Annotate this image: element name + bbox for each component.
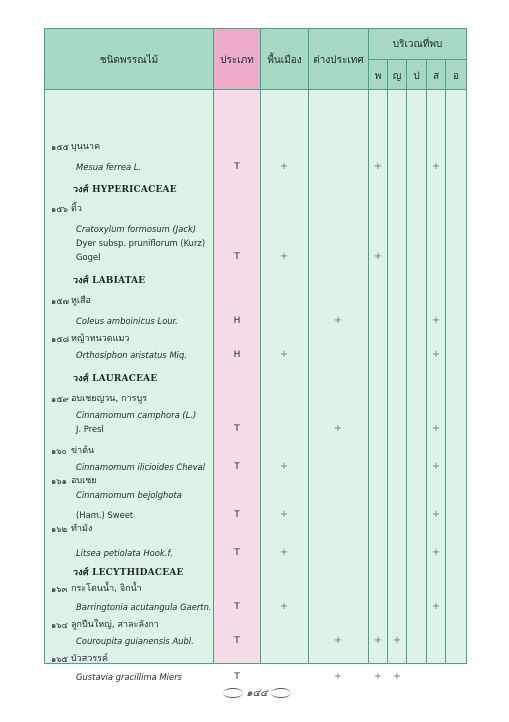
header-area-y: ญ bbox=[392, 71, 402, 82]
thai-name: ลูกปืนใหญ่, สาละลังกา bbox=[71, 620, 159, 630]
type-cell: T bbox=[234, 510, 240, 520]
page-footer bbox=[192, 686, 322, 706]
entry-number: ๑๖๑ bbox=[51, 476, 67, 486]
area-cell: + bbox=[373, 671, 383, 682]
foreign-cell: + bbox=[333, 423, 343, 434]
area-cell: + bbox=[373, 635, 383, 646]
area-cell: + bbox=[431, 601, 441, 612]
type-cell: H bbox=[233, 350, 241, 360]
native-cell: + bbox=[279, 349, 289, 360]
header-native: พื้นเมือง bbox=[267, 55, 302, 66]
foreign-cell: + bbox=[333, 315, 343, 326]
scientific-name: Mesua ferrea L. bbox=[76, 162, 142, 172]
type-cell: T bbox=[234, 162, 240, 172]
entry-number: ๑๖๐ bbox=[51, 446, 67, 456]
area-cell: + bbox=[431, 461, 441, 472]
area-cell: + bbox=[373, 161, 383, 172]
type-cell: H bbox=[233, 316, 241, 326]
scientific-name: Coleus amboinicus Lour. bbox=[76, 316, 178, 326]
area-cell: + bbox=[431, 509, 441, 520]
family-name: วงศ์ HYPERICACEAE bbox=[73, 185, 177, 195]
scientific-name: Litsea petiolata Hook.f. bbox=[76, 548, 173, 558]
entry-number: ๑๖๔ bbox=[51, 620, 68, 630]
header-area-p: พ bbox=[374, 71, 382, 82]
scientific-name: Cinnamomum bejolghota bbox=[76, 490, 182, 500]
entry-number: ๑๕๗ bbox=[51, 296, 69, 306]
entry-number: ๑๕๖ bbox=[51, 204, 68, 214]
thai-name: ทำมัง bbox=[71, 524, 93, 534]
thai-name: ติ้ว bbox=[71, 204, 82, 214]
scientific-name: Barringtonia acutangula Gaertn. bbox=[76, 602, 212, 612]
species-table bbox=[44, 28, 467, 682]
ornament-icon bbox=[223, 688, 243, 698]
thai-name: บัวสวรรค์ bbox=[71, 654, 109, 664]
thai-name: อบเชยญวน, การบูร bbox=[71, 394, 148, 404]
area-cell: + bbox=[431, 349, 441, 360]
type-cell: T bbox=[234, 602, 240, 612]
area-cell: + bbox=[392, 671, 402, 682]
scientific-name: Dyer subsp. pruniflorum (Kurz) bbox=[76, 238, 206, 248]
thai-name: ข่าต้น bbox=[71, 446, 95, 456]
entry-number: ๑๕๘ bbox=[51, 334, 70, 344]
grid-line bbox=[213, 29, 214, 663]
grid-line bbox=[308, 29, 309, 663]
thai-name: กระโดนน้ำ, จิกน้ำ bbox=[71, 584, 142, 594]
entry-number: ๑๖๒ bbox=[51, 524, 68, 534]
header-foreign: ต่างประเทศ bbox=[313, 55, 364, 66]
header-type: ประเภท bbox=[220, 55, 254, 66]
scientific-name: Orthosiphon aristatus Miq. bbox=[76, 350, 187, 360]
grid-line bbox=[369, 59, 467, 60]
type-cell: T bbox=[234, 548, 240, 558]
thai-name: บุนนาค bbox=[71, 142, 101, 152]
header-species: ชนิดพรรณไม้ bbox=[99, 55, 159, 66]
grid-line bbox=[426, 59, 427, 663]
header-area-s: ส bbox=[432, 71, 440, 82]
thai-name: หญ้าหนวดแมว bbox=[71, 334, 130, 344]
entry-number: ๑๖๕ bbox=[51, 654, 68, 664]
scientific-name: Couroupita guianensis Aubl. bbox=[76, 636, 194, 646]
area-cell: + bbox=[373, 251, 383, 262]
type-cell: T bbox=[234, 424, 240, 434]
native-cell: + bbox=[279, 509, 289, 520]
type-cell: T bbox=[234, 252, 240, 262]
grid-line bbox=[445, 59, 446, 663]
entry-number: ๑๖๓ bbox=[51, 584, 68, 594]
area-cell: + bbox=[431, 547, 441, 558]
scientific-name: Cinnamomum ilicioides Cheval bbox=[76, 462, 206, 472]
scientific-name: Cratoxylum formosum (Jack) bbox=[76, 224, 197, 234]
foreign-cell: + bbox=[333, 671, 343, 682]
type-column-bg bbox=[214, 29, 260, 663]
type-cell: T bbox=[234, 672, 240, 682]
ornament-icon bbox=[271, 688, 291, 698]
family-name: วงศ์ LABIATAE bbox=[73, 276, 146, 286]
page-number: ๑๔๔ bbox=[246, 688, 268, 699]
header-area-o: อ bbox=[452, 71, 459, 82]
area-cell: + bbox=[431, 423, 441, 434]
scientific-name: Gogel bbox=[76, 252, 101, 262]
area-cell: + bbox=[431, 161, 441, 172]
thai-name: อบเชย bbox=[71, 476, 97, 486]
header-area: บริเวณที่พบ bbox=[392, 39, 443, 50]
area-cell: + bbox=[431, 315, 441, 326]
area-cell: + bbox=[392, 635, 402, 646]
header-area-pp: ป bbox=[413, 71, 420, 82]
type-cell: T bbox=[234, 462, 240, 472]
native-cell: + bbox=[279, 251, 289, 262]
grid-line bbox=[406, 59, 407, 663]
entry-number: ๑๕๙ bbox=[51, 394, 69, 404]
grid-line bbox=[387, 59, 388, 663]
native-cell: + bbox=[279, 161, 289, 172]
thai-name: หูเสือ bbox=[71, 296, 91, 306]
foreign-cell: + bbox=[333, 635, 343, 646]
family-name: วงศ์ LECYTHIDACEAE bbox=[73, 568, 184, 578]
type-cell: T bbox=[234, 636, 240, 646]
grid-line bbox=[368, 29, 369, 663]
native-cell: + bbox=[279, 601, 289, 612]
scientific-name: Cinnamomum camphora (L.) bbox=[76, 410, 197, 420]
scientific-name: (Ham.) Sweet bbox=[76, 510, 134, 520]
scientific-name: Gustavia gracillima Miers bbox=[76, 672, 182, 682]
grid-line bbox=[260, 29, 261, 663]
native-cell: + bbox=[279, 461, 289, 472]
scientific-name: J. Presl bbox=[76, 424, 104, 434]
entry-number: ๑๕๕ bbox=[51, 142, 69, 152]
family-name: วงศ์ LAURACEAE bbox=[73, 374, 158, 384]
native-cell: + bbox=[279, 547, 289, 558]
